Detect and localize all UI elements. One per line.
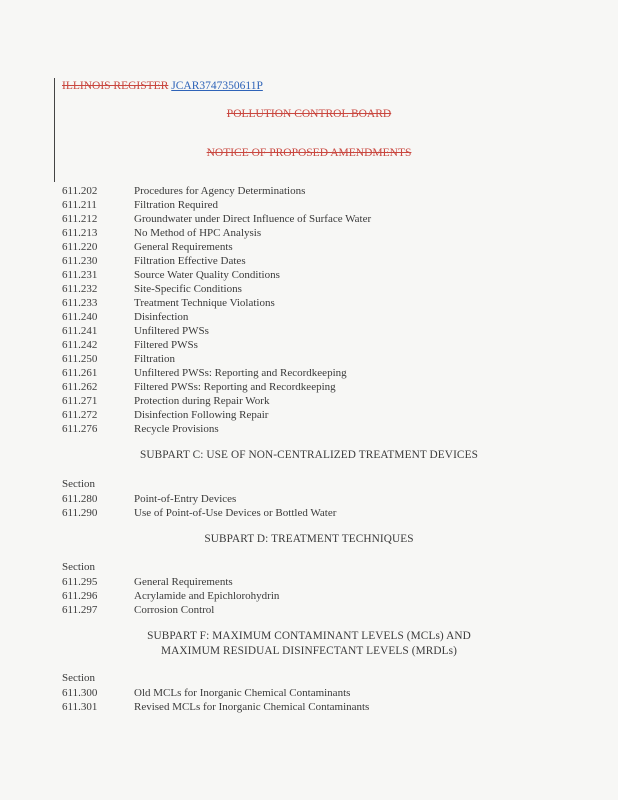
list-item — [62, 492, 236, 506]
list-item — [62, 366, 347, 380]
section-title: Site-Specific Conditions — [134, 283, 242, 295]
section-title: Revised MCLs for Inorganic Chemical Contaminants — [134, 701, 370, 713]
list-item — [62, 603, 214, 617]
list-item — [62, 198, 218, 212]
register-inserted-text: JCAR3747350611P — [171, 80, 263, 92]
section-title: Acrylamide and Epichlorohydrin — [134, 590, 280, 602]
section-title: Procedures for Agency Determinations — [134, 185, 306, 197]
list-item — [62, 422, 219, 436]
section-number: 611.241 — [62, 325, 98, 337]
subpart-d-heading: SUBPART D: TREATMENT TECHNIQUES — [204, 533, 414, 545]
section-title: Unfiltered PWSs — [134, 325, 209, 337]
section-number: 611.232 — [62, 283, 98, 295]
section-title: Filtration Required — [134, 199, 219, 211]
section-number: 611.297 — [62, 604, 98, 616]
list-item — [62, 394, 269, 408]
section-title: Filtered PWSs: Reporting and Recordkeeping — [134, 381, 336, 393]
section-label: Section — [62, 672, 95, 684]
section-title: Disinfection — [134, 311, 189, 323]
section-title: Filtration Effective Dates — [134, 255, 246, 267]
section-title: General Requirements — [134, 576, 233, 588]
section-title: Recycle Provisions — [134, 423, 219, 435]
section-title: No Method of HPC Analysis — [134, 227, 262, 239]
list-item — [62, 589, 279, 603]
section-number: 611.213 — [62, 227, 98, 239]
register-struck-text: ILLINOIS REGISTER — [62, 80, 169, 92]
section-title: Groundwater under Direct Influence of Surface Water — [134, 213, 372, 225]
list-item — [62, 700, 369, 714]
section-number: 611.295 — [62, 576, 98, 588]
list-item — [62, 380, 336, 394]
subpart-c-heading: SUBPART C: USE OF NON-CENTRALIZED TREATMENT DEVICES — [140, 449, 478, 461]
section-number: 611.280 — [62, 493, 98, 505]
section-number: 611.296 — [62, 590, 98, 602]
section-title: Use of Point-of-Use Devices or Bottled Water — [134, 507, 337, 519]
section-number: 611.300 — [62, 687, 98, 699]
section-number: 611.290 — [62, 507, 98, 519]
list-item — [62, 310, 188, 324]
section-title: Protection during Repair Work — [134, 395, 270, 407]
section-number: 611.240 — [62, 311, 98, 323]
section-title: Unfiltered PWSs: Reporting and Recordkeeping — [134, 367, 347, 379]
section-number: 611.261 — [62, 367, 98, 379]
list-item — [62, 268, 280, 282]
section-title: Corrosion Control — [134, 604, 215, 616]
section-number: 611.250 — [62, 353, 98, 365]
list-item — [62, 408, 268, 422]
section-label: Section — [62, 478, 95, 490]
subpart-f-heading-line2: MAXIMUM RESIDUAL DISINFECTANT LEVELS (MRDLs) — [161, 645, 457, 657]
section-number: 611.271 — [62, 395, 98, 407]
section-title: Disinfection Following Repair — [134, 409, 269, 421]
section-number: 611.272 — [62, 409, 98, 421]
subpart-f-heading-line1: SUBPART F: MAXIMUM CONTAMINANT LEVELS (MCLs) AND — [147, 630, 471, 642]
list-item — [62, 324, 209, 338]
section-title: General Requirements — [134, 241, 233, 253]
section-title: Filtration — [134, 353, 175, 365]
revision-change-bar — [54, 78, 55, 182]
section-number: 611.231 — [62, 269, 98, 281]
section-title: Source Water Quality Conditions — [134, 269, 280, 281]
section-label: Section — [62, 561, 95, 573]
list-item — [62, 338, 198, 352]
section-title: Old MCLs for Inorganic Chemical Contaminants — [134, 687, 351, 699]
list-item — [62, 240, 233, 254]
section-title: Point-of-Entry Devices — [134, 493, 237, 505]
section-number: 611.211 — [62, 199, 97, 211]
list-item — [62, 352, 175, 366]
register-header — [62, 80, 263, 92]
section-number: 611.301 — [62, 701, 98, 713]
section-number: 611.212 — [62, 213, 98, 225]
list-item — [62, 506, 336, 520]
section-number: 611.230 — [62, 255, 98, 267]
section-title: Treatment Technique Violations — [134, 297, 275, 309]
list-item — [62, 254, 246, 268]
list-item — [62, 296, 275, 310]
section-number: 611.242 — [62, 339, 98, 351]
list-item — [62, 226, 261, 240]
section-title: Filtered PWSs — [134, 339, 198, 351]
list-item — [62, 282, 242, 296]
section-number: 611.202 — [62, 185, 98, 197]
board-title: POLLUTION CONTROL BOARD — [226, 108, 392, 120]
list-item — [62, 184, 305, 198]
list-item — [62, 575, 233, 589]
list-item — [62, 212, 371, 226]
section-number: 611.233 — [62, 297, 98, 309]
section-number: 611.262 — [62, 381, 98, 393]
list-item — [62, 686, 350, 700]
section-number: 611.220 — [62, 241, 98, 253]
section-number: 611.276 — [62, 423, 98, 435]
notice-title: NOTICE OF PROPOSED AMENDMENTS — [206, 147, 412, 159]
